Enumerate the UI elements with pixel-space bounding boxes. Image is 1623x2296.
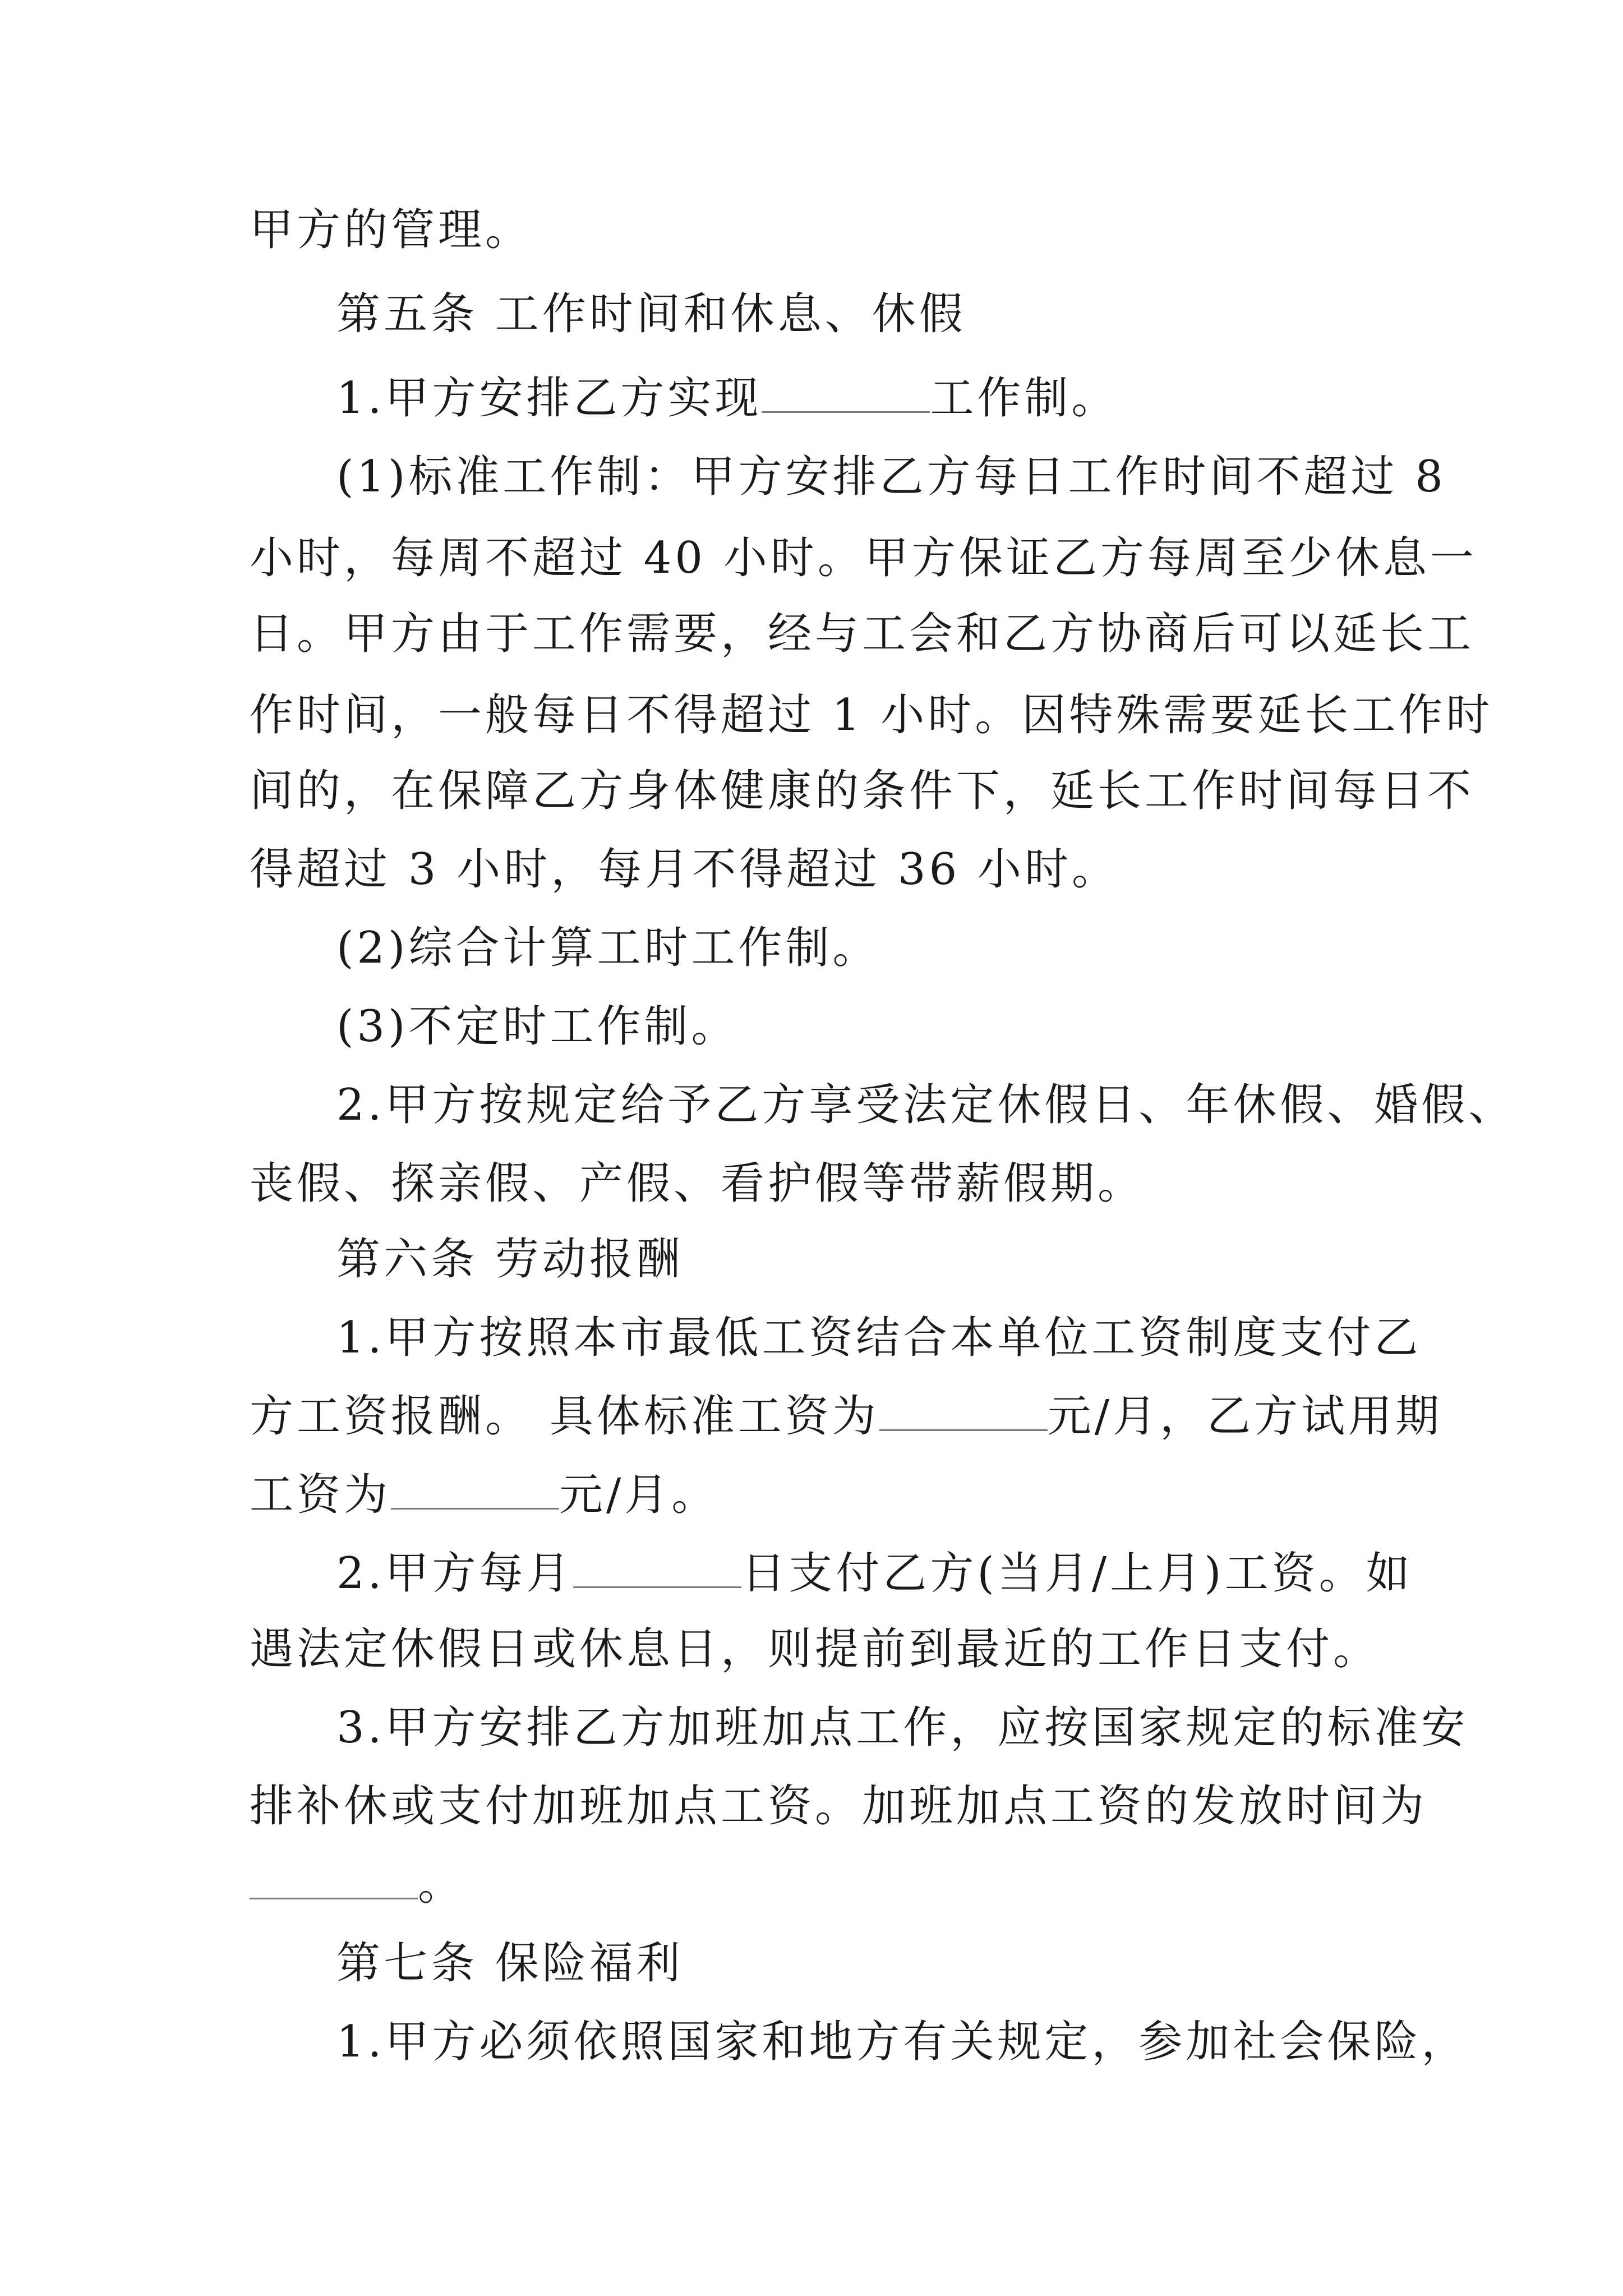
- section-heading-5: [336, 286, 1394, 342]
- text-line: [250, 1621, 1394, 1677]
- line-text: 日支付乙方(当月/上月)工资。如: [741, 1548, 1413, 1599]
- line-text: 甲方的管理。: [250, 205, 533, 255]
- line-text: (3)不定时工作制。: [336, 1001, 739, 1052]
- line-text: 日。甲方由于工作需要，经与工会和乙方协商后可以延长工: [250, 609, 1475, 659]
- blank-field: [762, 372, 930, 413]
- line-text: 遇法定休假日或休息日，则提前到最近的工作日支付。: [250, 1624, 1381, 1674]
- text-line: [336, 999, 1394, 1055]
- text-line: [250, 1388, 1443, 1444]
- line-text: 2.甲方按规定给予乙方享受法定休假日、年休假、婚假、: [336, 1080, 1516, 1130]
- line-text: (2)综合计算工时工作制。: [336, 923, 880, 973]
- line-text: 方工资报酬。 具体标准工资为: [250, 1391, 879, 1442]
- heading-text: 第六条 劳动报酬: [336, 1234, 684, 1285]
- text-line: [336, 920, 1394, 976]
- line-text: 丧假、探亲假、产假、看护假等带薪假期。: [250, 1158, 1145, 1209]
- text-line: [336, 449, 1446, 505]
- line-text: 间的，在保障乙方身体健康的条件下，延长工作时间每日不: [250, 766, 1475, 816]
- line-text: 1.甲方安排乙方实现: [336, 373, 762, 424]
- line-text: 得超过 3 小时，每月不得超过 36 小时。: [250, 844, 1119, 895]
- heading-text: 第七条 保险福利: [336, 1938, 684, 1989]
- text-line: [250, 1857, 1394, 1913]
- text-line: [336, 370, 1394, 426]
- line-text: 小时，每周不超过 40 小时。甲方保证乙方每周至少休息一: [250, 533, 1477, 583]
- section-heading-7: [336, 1935, 1394, 1991]
- line-text: 1.甲方按照本市最低工资结合本单位工资制度支付乙: [336, 1313, 1422, 1363]
- blank-field: [391, 1469, 559, 1510]
- text-line: [250, 606, 1475, 662]
- text-line: [250, 1467, 1394, 1523]
- line-text: 2.甲方每月: [336, 1548, 574, 1599]
- text-line: [250, 1778, 1428, 1834]
- blank-field: [573, 1547, 741, 1588]
- heading-text: 第五条 工作时间和休息、休假: [336, 289, 966, 339]
- text-line: [250, 763, 1475, 819]
- text-line: [250, 1156, 1394, 1212]
- line-text: 元/月。: [559, 1470, 719, 1520]
- text-line: [336, 2014, 1469, 2070]
- text-line: [250, 530, 1477, 586]
- line-text: 排补休或支付加班加点工资。加班加点工资的发放时间为: [250, 1781, 1428, 1832]
- line-text: 工资为: [250, 1470, 391, 1520]
- blank-field: [250, 1858, 418, 1899]
- text-line: [336, 1545, 1413, 1602]
- text-line: [250, 687, 1493, 743]
- line-text: 工作制。: [930, 373, 1119, 424]
- text-line: [336, 1077, 1516, 1133]
- text-line: [250, 202, 1394, 258]
- line-text: 。: [418, 1860, 465, 1910]
- blank-field: [879, 1390, 1048, 1431]
- line-text: 3.甲方安排乙方加班加点工作，应按国家规定的标准安: [336, 1703, 1469, 1753]
- line-text: 元/月，乙方试用期: [1047, 1391, 1443, 1442]
- section-heading-6: [336, 1231, 1394, 1287]
- line-text: (1)标准工作制：甲方安排乙方每日工作时间不超过 8: [336, 452, 1446, 502]
- text-line: [336, 1310, 1422, 1366]
- line-text: 作时间，一般每日不得超过 1 小时。因特殊需要延长工作时: [250, 690, 1493, 740]
- text-line: [336, 1700, 1469, 1756]
- text-line: [250, 841, 1394, 898]
- line-text: 1.甲方必须依照国家和地方有关规定，参加社会保险，: [336, 2017, 1469, 2067]
